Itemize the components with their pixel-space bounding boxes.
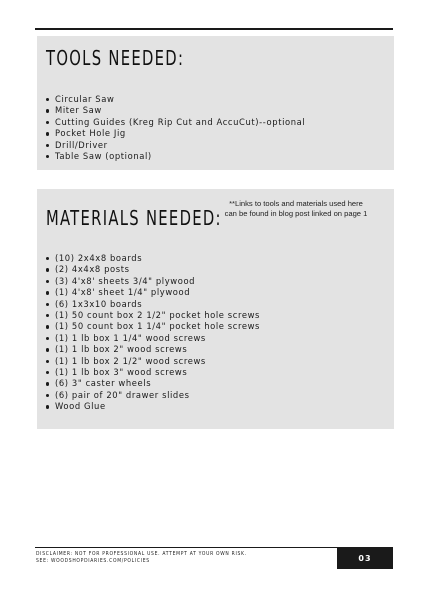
bullet-icon [46,325,49,328]
list-item: (1) 1 lb box 2 1/2" wood screws [45,356,260,367]
list-item: (10) 2x4x8 boards [45,253,260,264]
list-item: (6) pair of 20" drawer slides [45,390,260,401]
list-item: (2) 4x4x8 posts [45,264,260,275]
list-item: Wood Glue [45,401,260,412]
list-item: (1) 1 lb box 3" wood screws [45,367,260,378]
list-item: Table Saw (optional) [45,151,305,162]
bullet-icon [46,394,49,397]
list-item: (6) 3" caster wheels [45,378,260,389]
list-item: (1) 4'x8' sheet 1/4" plywood [45,287,260,298]
bullet-icon [46,303,49,306]
bullet-icon [46,98,49,101]
bullet-icon [46,360,49,363]
page-number-badge: 03 [337,547,393,569]
footer-disclaimer [36,551,247,565]
bullet-icon [46,405,49,408]
list-item: (6) 1x3x10 boards [45,299,260,310]
tools-heading: TOOLS NEEDED: [46,46,185,70]
tools-list [45,94,305,162]
bullet-icon [46,109,49,112]
list-item: Pocket Hole Jig [45,128,305,139]
bullet-icon [46,280,49,283]
list-item: Drill/Driver [45,140,305,151]
bullet-icon [46,132,49,135]
list-item: Circular Saw [45,94,305,105]
bullet-icon [46,144,49,147]
bullet-icon [46,314,49,317]
bullet-icon [46,291,49,294]
bullet-icon [46,121,49,124]
bullet-icon [46,348,49,351]
bullet-icon [46,371,49,374]
bullet-icon [46,268,49,271]
list-item: Cutting Guides (Kreg Rip Cut and AccuCut)--optional [45,117,305,128]
list-item: Miter Saw [45,105,305,116]
list-item: (3) 4'x8' sheets 3/4" plywood [45,276,260,287]
materials-heading: MATERIALS NEEDED: [46,206,222,230]
top-divider [35,28,393,30]
disclaimer-line-1: DISCLAIMER: NOT FOR PROFESSIONAL USE. ATTEMPT AT YOUR OWN RISK. [36,551,247,557]
list-item: (1) 1 lb box 2" wood screws [45,344,260,355]
bullet-icon [46,337,49,340]
links-note-line-2: can be found in blog post linked on page 1 [224,209,368,218]
tools-needed-panel [37,36,394,170]
materials-needed-panel [37,189,394,429]
links-note [216,199,376,219]
disclaimer-line-2: SEE: WOODSHOPDIARIES.COM/POLICIES [36,558,150,564]
list-item: (1) 1 lb box 1 1/4" wood screws [45,333,260,344]
materials-list [45,253,260,413]
links-note-line-1: **Links to tools and materials used here [229,199,363,208]
list-item: (1) 50 count box 2 1/2" pocket hole screws [45,310,260,321]
bullet-icon [46,257,49,260]
list-item: (1) 50 count box 1 1/4" pocket hole screws [45,321,260,332]
bullet-icon [46,155,49,158]
bullet-icon [46,382,49,385]
